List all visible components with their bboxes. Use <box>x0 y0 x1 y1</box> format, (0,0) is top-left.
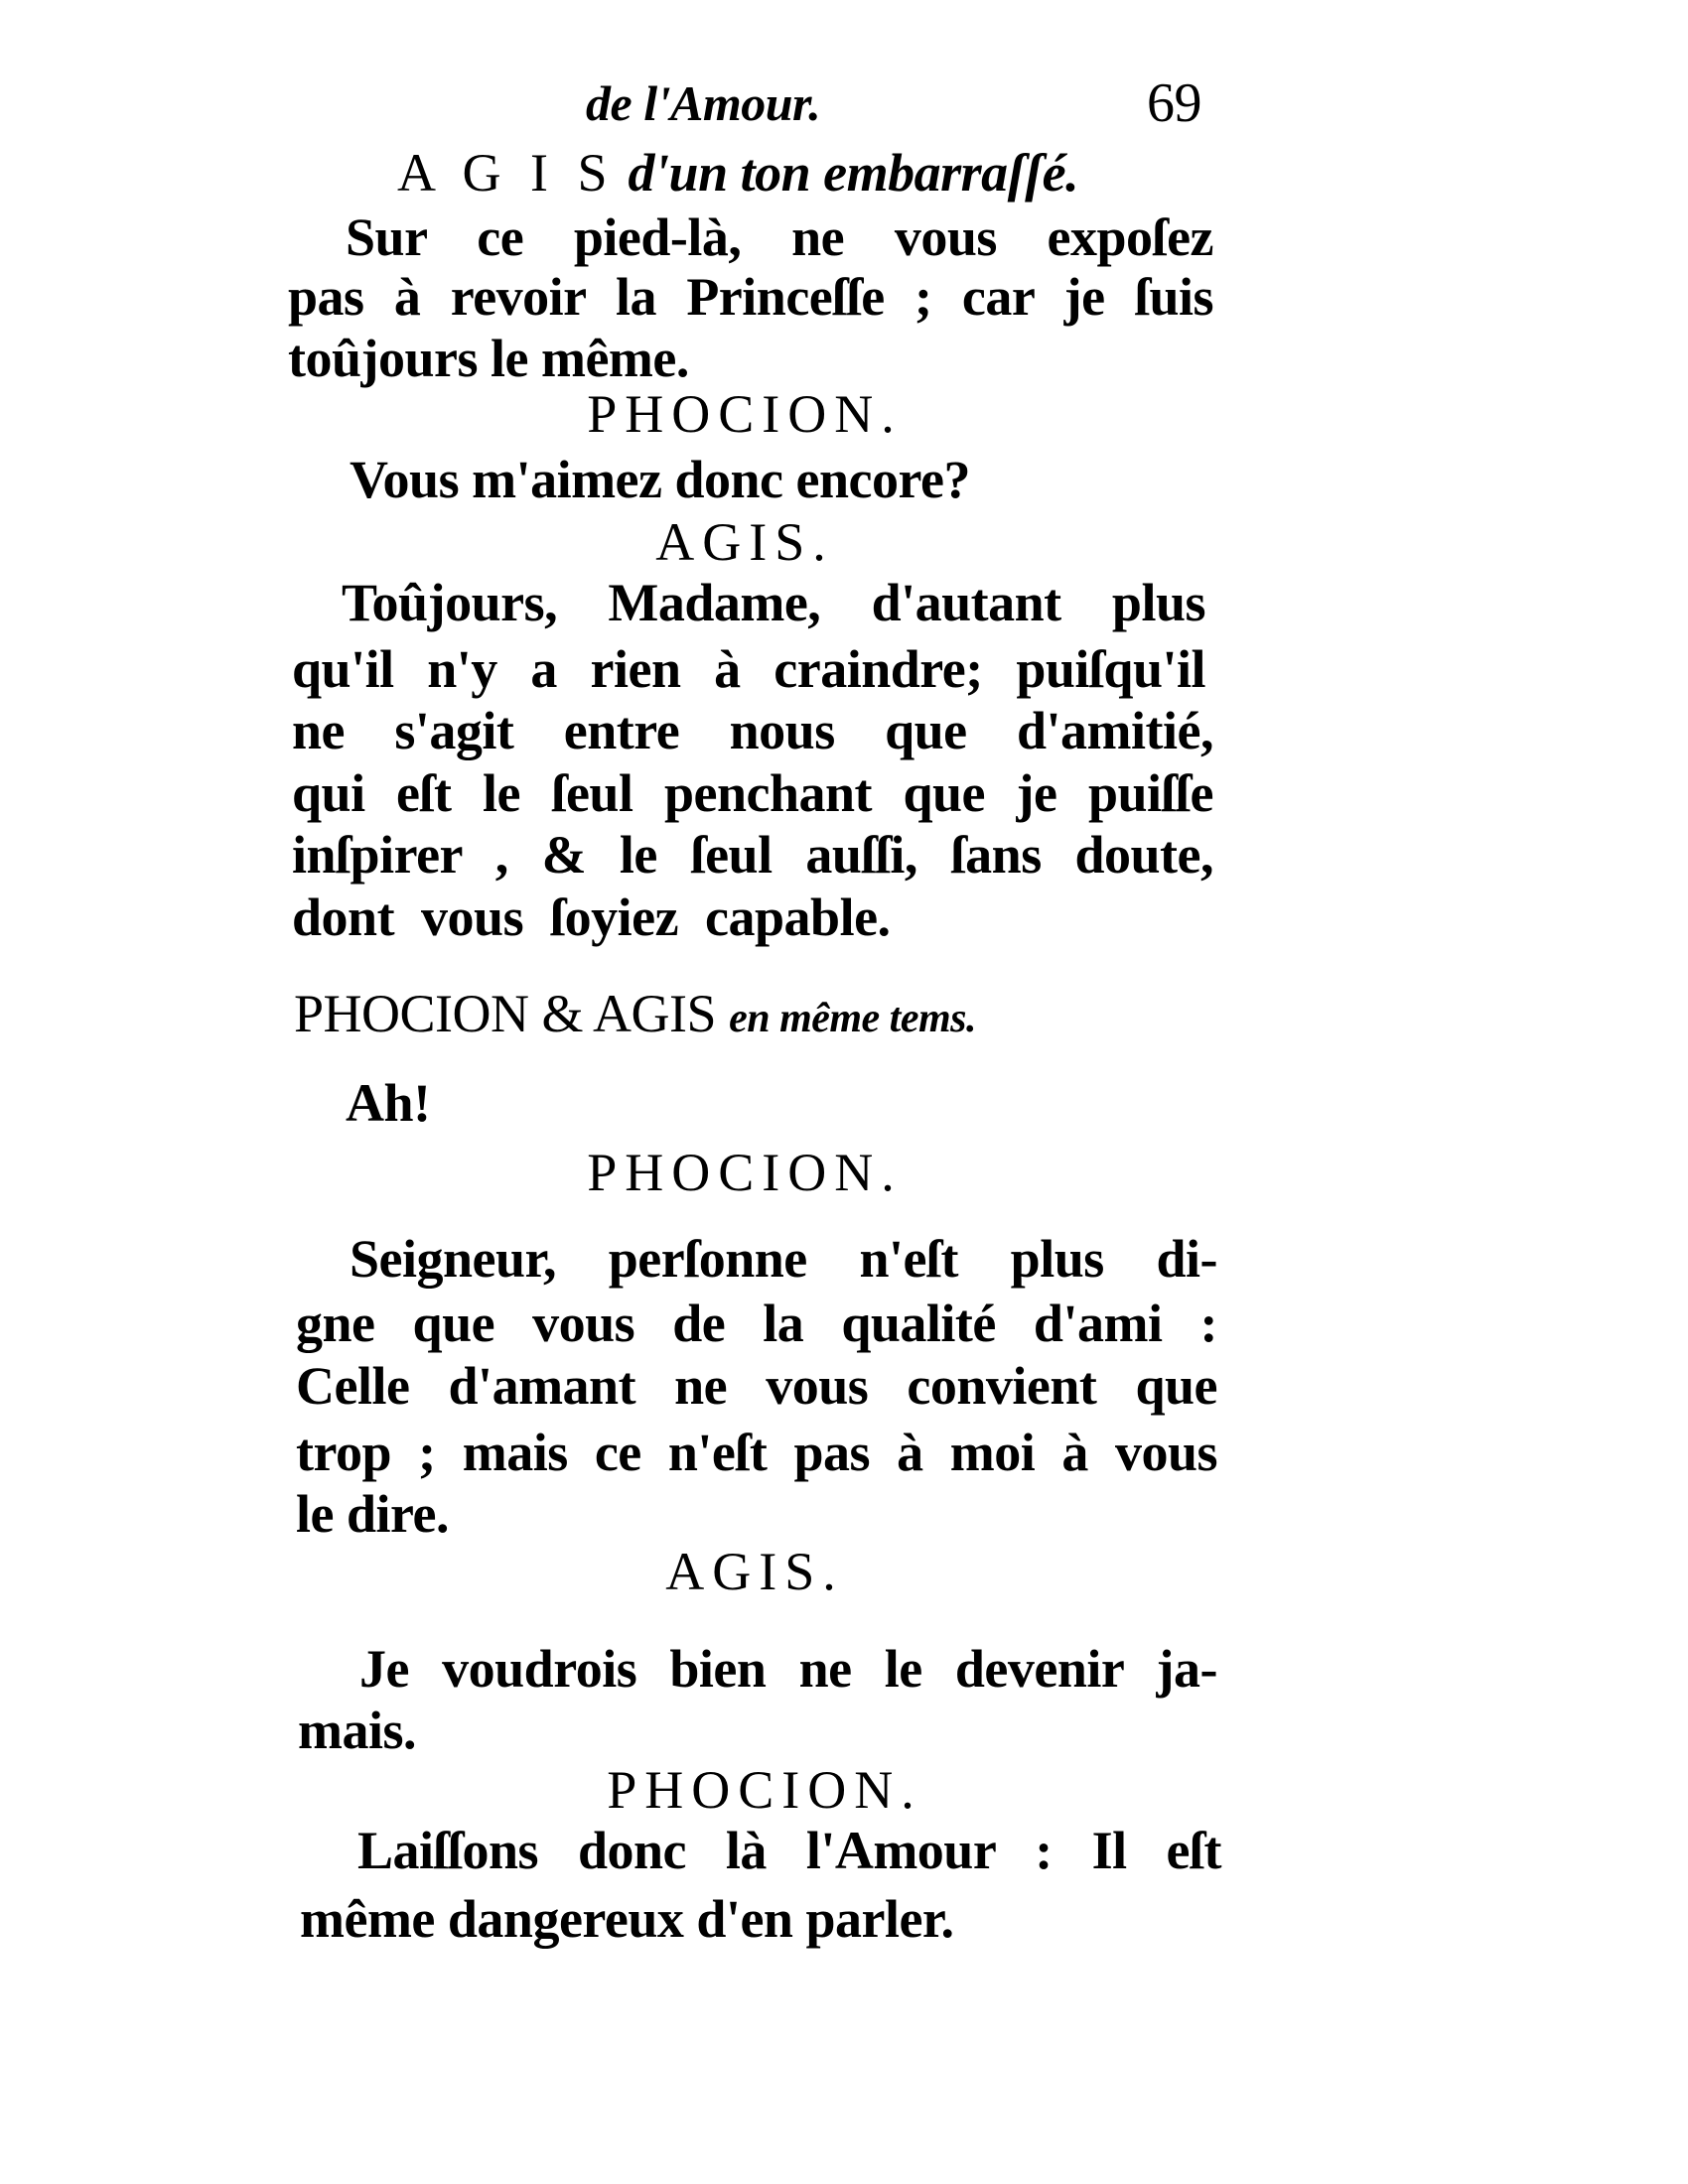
text-line: mais. <box>298 1701 416 1760</box>
running-header <box>586 73 1201 133</box>
text-line: Sur ce pied-là, ne vous expoſez <box>346 207 1213 267</box>
text-line: Toûjours, Madame, d'autant plus <box>342 573 1205 632</box>
text-line: Laiſſons donc là l'Amour : Il eſt <box>357 1821 1221 1880</box>
text-line: gne que vous de la qualité d'ami : <box>296 1294 1217 1353</box>
text-line: le dire. <box>296 1484 449 1544</box>
running-title: de l'Amour. <box>586 75 821 131</box>
text-line: Je voudrois bien ne le devenir ja- <box>359 1639 1217 1699</box>
speaker-heading <box>397 143 1078 203</box>
text-line: Celle d'amant ne vous convient que <box>296 1356 1217 1416</box>
speaker-heading: PHOCION. <box>587 1143 903 1202</box>
text-line: ne s'agit entre nous que d'amitié, <box>292 701 1213 760</box>
speaker-name: A G I S <box>397 143 616 203</box>
stage-direction: d'un ton embarraſſé. <box>628 143 1079 203</box>
text-line: dont vous ſoyiez capable. <box>292 887 891 947</box>
text-line: Ah! <box>346 1073 431 1133</box>
speaker-name: PHOCION & AGIS <box>294 984 717 1043</box>
text-line: Vous m'aimez donc encore? <box>350 450 970 509</box>
text-line: inſpirer , & le ſeul auſſi, ſans doute, <box>292 825 1213 885</box>
text-line: qu'il n'y a rien à craindre; puiſqu'il <box>292 639 1205 699</box>
speaker-heading: PHOCION. <box>587 384 903 444</box>
text-line: trop ; mais ce n'eſt pas à moi à vous <box>296 1423 1217 1482</box>
text-line: toûjours le même. <box>288 329 689 388</box>
speaker-heading: PHOCION. <box>607 1760 922 1820</box>
speaker-heading: AGIS. <box>655 512 834 572</box>
text-line: pas à revoir la Princeſſe ; car je ſuis <box>288 267 1213 327</box>
page-number: 69 <box>1147 72 1201 134</box>
text-line: même dangereux d'en parler. <box>300 1889 954 1949</box>
speaker-heading <box>294 984 976 1048</box>
speaker-heading: AGIS. <box>665 1542 844 1601</box>
text-line: qui eſt le ſeul penchant que je puiſſe <box>292 763 1213 823</box>
text-line: Seigneur, perſonne n'eſt plus di- <box>350 1229 1217 1289</box>
stage-direction: en même tems. <box>729 996 977 1041</box>
